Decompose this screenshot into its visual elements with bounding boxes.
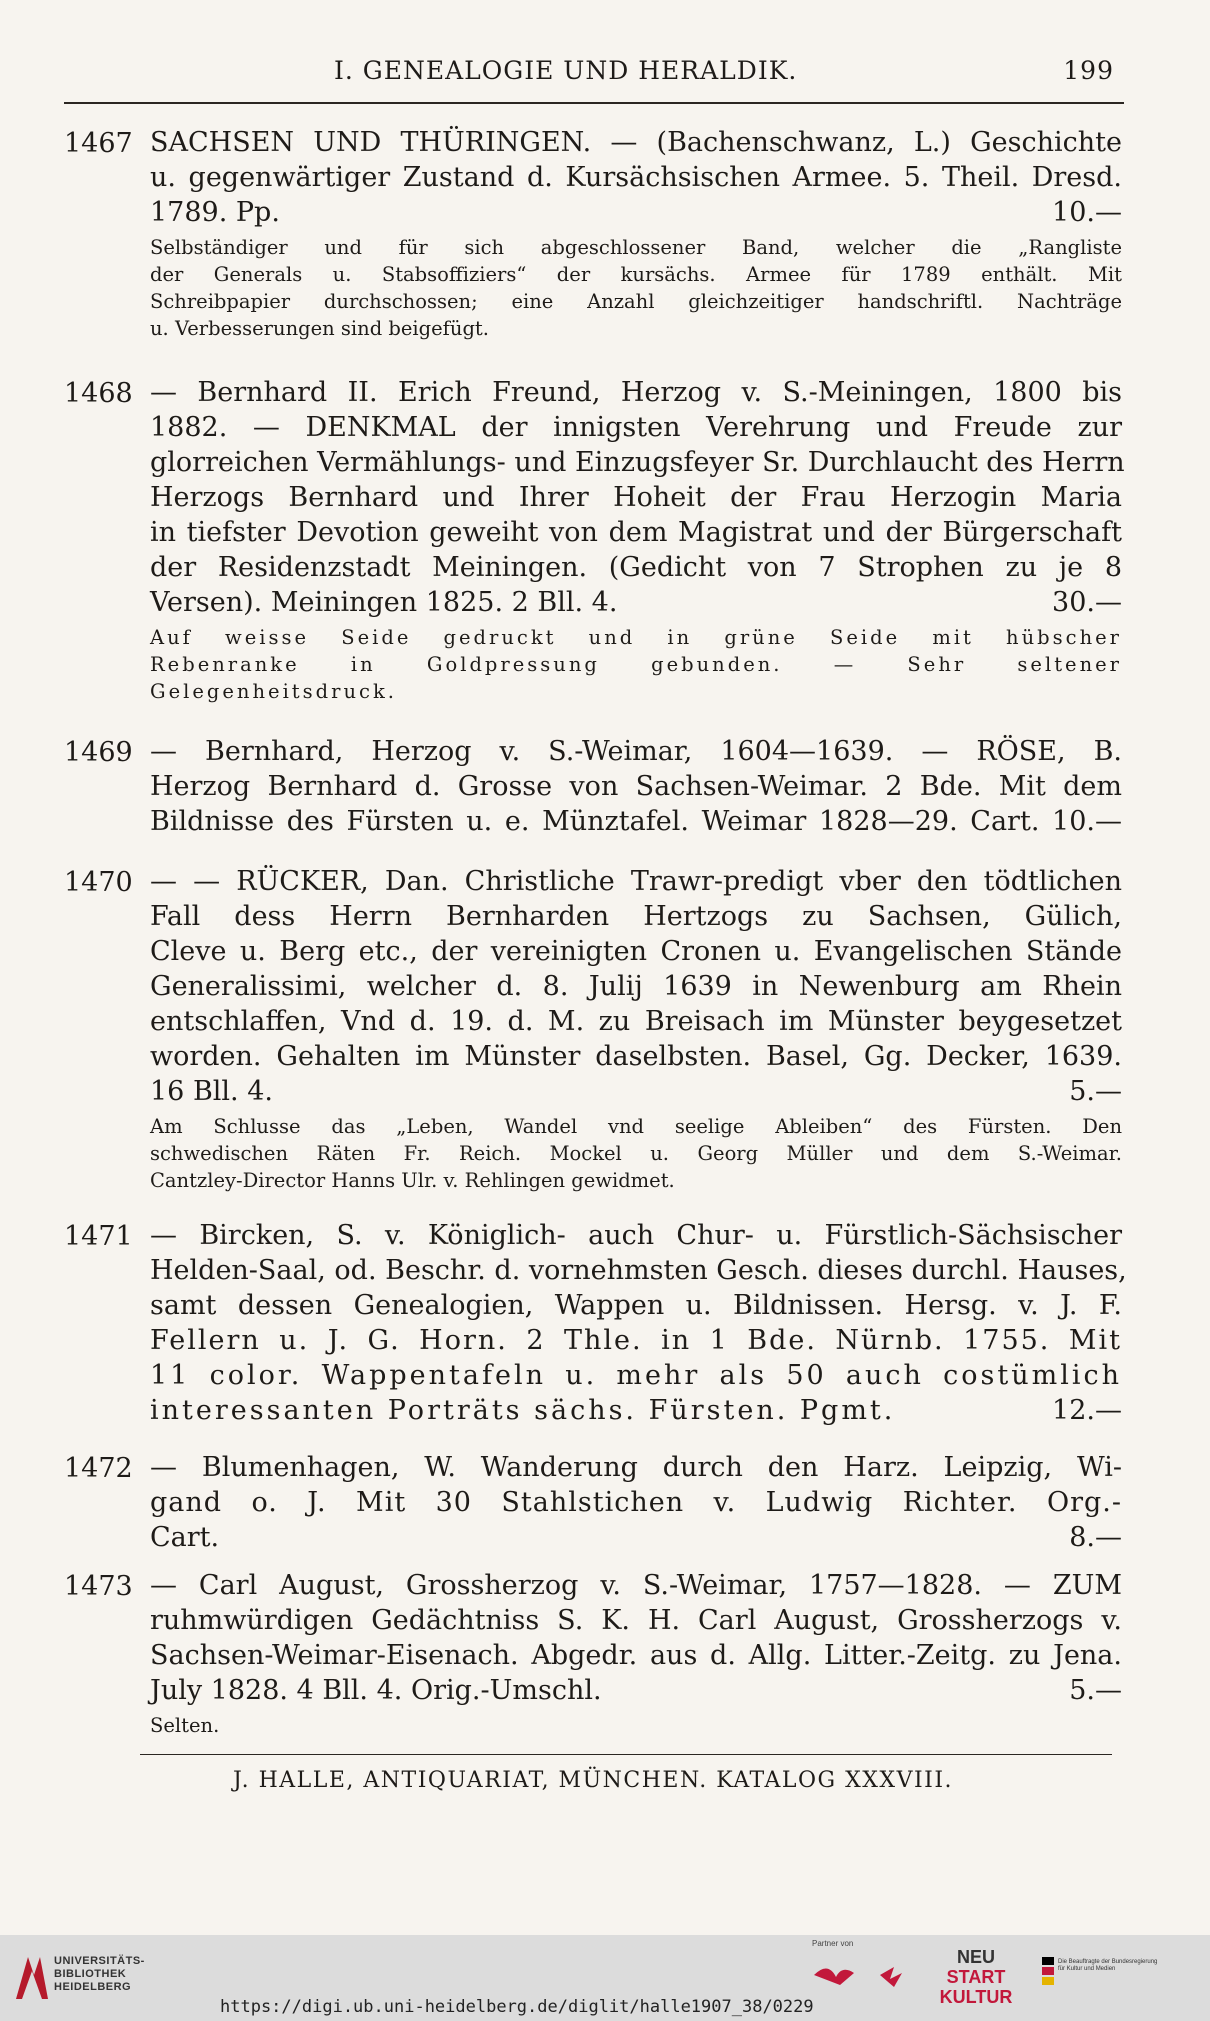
running-header xyxy=(64,56,1122,96)
library-name-line: BIBLIOTHEK xyxy=(54,1968,127,1980)
entry-line: — Blumenhagen, W. Wanderung durch den Harz. Leipzig, Wi- xyxy=(150,1452,1122,1483)
header-rule xyxy=(64,102,1124,104)
entry-line xyxy=(150,585,1122,620)
entry-line: ruhmwürdigen Gedächtniss S. K. H. Carl August, Grossherzogs v. xyxy=(150,1605,1122,1636)
entry-number: 1471 xyxy=(64,1221,133,1252)
entry-line xyxy=(150,1673,1122,1708)
entry-note-line: Cantzley-Director Hanns Ulr. v. Rehlingen gewidmet. xyxy=(150,1169,675,1192)
entry-number: 1467 xyxy=(64,128,133,159)
entry-line: u. gegenwärtiger Zustand d. Kursächsischen Armee. 5. Theil. Dresd. xyxy=(150,162,1122,193)
entry-price: 10.— xyxy=(1052,197,1122,228)
entry-line xyxy=(150,1393,1122,1428)
catalog-footer: J. HALLE, ANTIQUARIAT, MÜNCHEN. KATALOG XXXVIII. xyxy=(232,1768,954,1793)
entry-note-line: schwedischen Räten Fr. Reich. Mockel u. Georg Müller und dem S.-Weimar. xyxy=(150,1142,1122,1165)
permalink-url[interactable]: https://digi.ub.uni-heidelberg.de/diglit/halle1907_38/0229 xyxy=(220,1997,814,2017)
entry-line-text: July 1828. 4 Bll. 4. Orig.-Umschl. xyxy=(150,1675,602,1706)
entry-line: worden. Gehalten im Münster daselbsten. Basel, Gg. Decker, 1639. xyxy=(150,1041,1122,1072)
entry-line: — — RÜCKER, Dan. Christliche Trawr-predigt vber den tödtlichen xyxy=(150,866,1122,897)
entry-line: 1882. — DENKMAL der innigsten Verehrung und Freude zur xyxy=(150,412,1122,443)
entry-line: der Residenzstadt Meiningen. (Gedicht von 7 Strophen zu je 8 xyxy=(150,552,1122,583)
entry-price: 5.— xyxy=(1069,1675,1122,1706)
digitization-bar xyxy=(0,1935,1210,2021)
entry-number: 1472 xyxy=(64,1453,133,1484)
entry-note-line: Selbständiger und für sich abgeschlossener Band, welcher die „Rangliste xyxy=(150,236,1122,259)
entry-line: Fellern u. J. G. Horn. 2 Thle. in 1 Bde. Nürnb. 1755. Mit xyxy=(150,1325,1122,1356)
entry-line: — Bircken, S. v. Königlich- auch Chur- u. Fürstlich-Sächsischer xyxy=(150,1220,1122,1251)
entry-number: 1468 xyxy=(64,378,133,409)
entry-number: 1470 xyxy=(64,867,133,898)
entry-line: 11 color. Wappentafeln u. mehr als 50 auch costümlich xyxy=(150,1360,1122,1391)
entry-line xyxy=(150,195,1122,230)
neustart-kultur-logo xyxy=(939,1943,1013,2013)
entry-line xyxy=(150,1074,1122,1109)
neustart-line: KULTUR xyxy=(939,1987,1013,2007)
entry-note-line: Selten. xyxy=(150,1714,220,1737)
partner-label: Partner von xyxy=(812,1939,854,1948)
page-number: 199 xyxy=(1063,56,1114,85)
section-title: I. GENEALOGIE UND HERALDIK. xyxy=(334,56,798,85)
neustart-line: START xyxy=(946,1967,1006,1987)
bird-logo-icon xyxy=(880,1967,902,1987)
bkm-line: für Kultur und Medien xyxy=(1058,1966,1116,1972)
entry-price: 5.— xyxy=(1069,1076,1122,1107)
entry-number: 1473 xyxy=(64,1571,133,1602)
entry-line: — Bernhard, Herzog v. S.-Weimar, 1604—1639. — RÖSE, B. xyxy=(150,736,1122,767)
entry-number: 1469 xyxy=(64,737,133,768)
entry-note-line: Gelegenheitsdruck. xyxy=(150,680,397,703)
entry-line: in tiefster Devotion geweiht von dem Magistrat und der Bürgerschaft xyxy=(150,517,1122,548)
neustart-line: NEU xyxy=(956,1947,996,1967)
bird-logo-icon xyxy=(814,1968,854,1985)
entry-line-text: Cart. xyxy=(150,1522,220,1553)
entry-line: — Carl August, Grossherzog v. S.-Weimar, 1757—1828. — ZUM xyxy=(150,1570,1122,1601)
partner-logos xyxy=(810,1955,930,2010)
entry-note-line: u. Verbesserungen sind beigefügt. xyxy=(150,317,489,340)
entry-line: Helden-Saal, od. Beschr. d. vornehmsten Gesch. dieses durchl. Hauses, xyxy=(150,1255,1127,1286)
entry-line: gand o. J. Mit 30 Stahlstichen v. Ludwig Richter. Org.- xyxy=(150,1487,1122,1518)
entry-price: 30.— xyxy=(1052,587,1122,618)
entry-note-line: Am Schlusse das „Leben, Wandel vnd seelige Ableiben“ des Fürsten. Den xyxy=(150,1115,1122,1138)
entry-note-line: der Generals u. Stabsoffiziers“ der kursächs. Armee für 1789 enthält. Mit xyxy=(150,263,1122,286)
entry-line: SACHSEN UND THÜRINGEN. — (Bachenschwanz, L.) Geschichte xyxy=(150,127,1122,158)
entry-line: Sachsen-Weimar-Eisenach. Abgedr. aus d. Allg. Litter.-Zeitg. zu Jena. xyxy=(150,1640,1122,1671)
entry-line: Fall dess Herrn Bernharden Hertzogs zu Sachsen, Gülich, xyxy=(150,901,1122,932)
entry-note-line: Schreibpapier durchschossen; eine Anzahl gleichzeitiger handschriftl. Nachträge xyxy=(150,290,1122,313)
federal-culture-logo xyxy=(1042,1953,1202,2003)
entry-line: entschlaffen, Vnd d. 19. d. M. zu Breisach im Münster beygesetzet xyxy=(150,1006,1122,1037)
university-library-name xyxy=(54,1955,145,1994)
entry-line-text: interessanten Porträts sächs. Fürsten. Pgmt. xyxy=(150,1395,896,1426)
entry-line: glorreichen Vermählungs- und Einzugsfeyer Sr. Durchlaucht des Herrn xyxy=(150,447,1125,478)
bkm-line: Die Beauftragte der Bundesregierung xyxy=(1058,1959,1158,1965)
entry-line: Cleve u. Berg etc., der vereinigten Cronen u. Evangelischen Stände xyxy=(150,936,1122,967)
entry-price: 12.— xyxy=(1052,1395,1122,1426)
entry-line: Generalissimi, welcher d. 8. Julij 1639 in Newenburg am Rhein xyxy=(150,971,1122,1002)
federal-eagle-icon xyxy=(1042,1957,1054,1987)
entry-line: Bildnisse des Fürsten u. e. Münztafel. Weimar 1828—29. Cart. 10.— xyxy=(150,806,1122,837)
entry-line-text: 16 Bll. 4. xyxy=(150,1076,273,1107)
entry-line: samt dessen Genealogien, Wappen u. Bildnissen. Hersg. v. J. F. xyxy=(150,1290,1122,1321)
entry-price: 8.— xyxy=(1069,1522,1122,1553)
library-name-line: HEIDELBERG xyxy=(54,1981,132,1993)
footer-rule xyxy=(140,1754,1112,1755)
entry-line xyxy=(150,1520,1122,1555)
library-name-line: UNIVERSITÄTS- xyxy=(54,1955,145,1967)
entry-line: Herzog Bernhard d. Grosse von Sachsen-Weimar. 2 Bde. Mit dem xyxy=(150,771,1122,802)
entry-note-line: Auf weisse Seide gedruckt und in grüne Seide mit hübscher xyxy=(150,626,1122,649)
entry-line-text: Versen). Meiningen 1825. 2 Bll. 4. xyxy=(150,587,618,618)
entry-note-line: Rebenranke in Goldpressung gebunden. — Sehr seltener xyxy=(150,653,1122,676)
entry-line-text: 1789. Pp. xyxy=(150,197,280,228)
entry-line: Herzogs Bernhard und Ihrer Hoheit der Frau Herzogin Maria xyxy=(150,482,1122,513)
entry-line: — Bernhard II. Erich Freund, Herzog v. S.-Meiningen, 1800 bis xyxy=(150,377,1122,408)
